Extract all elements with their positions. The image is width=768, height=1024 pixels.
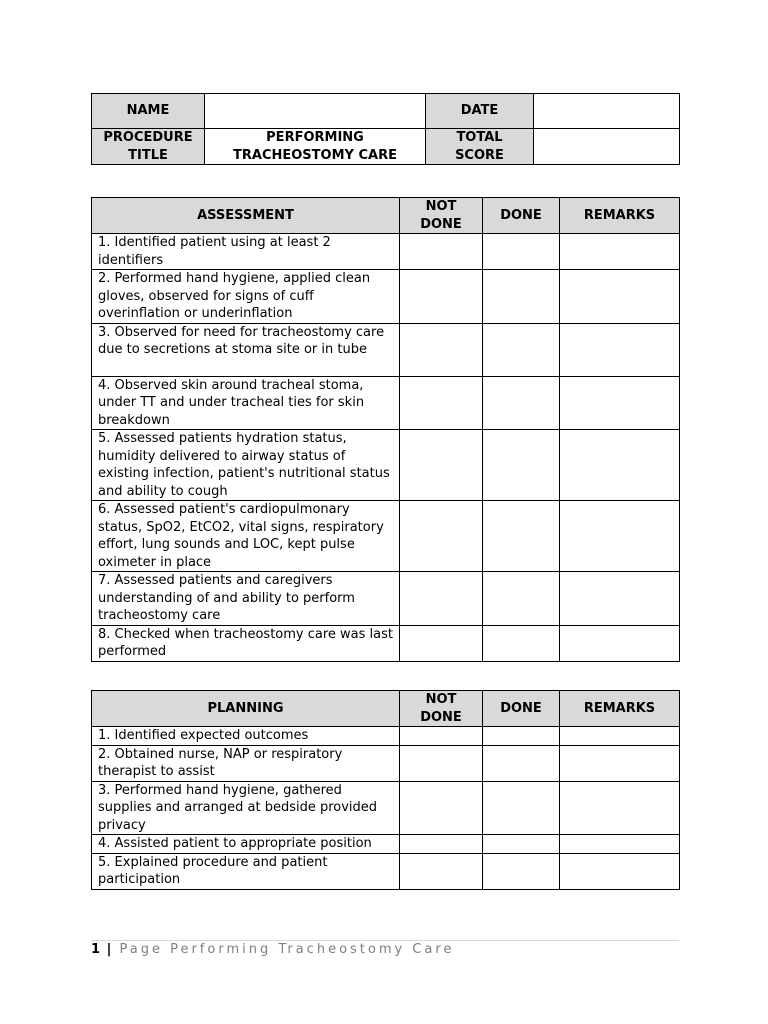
done-cell[interactable]: [483, 745, 560, 781]
date-label: DATE: [426, 94, 534, 129]
assessment-remarks-header: REMARKS: [560, 198, 680, 234]
done-cell[interactable]: [483, 430, 560, 501]
planning-done-header: DONE: [483, 691, 560, 727]
remarks-cell[interactable]: [560, 727, 680, 746]
name-value[interactable]: [205, 94, 426, 129]
page-number: 1 |: [91, 942, 113, 957]
remarks-cell[interactable]: [560, 234, 680, 270]
assessment-not-done-header: NOT DONE: [400, 198, 483, 234]
done-cell[interactable]: [483, 376, 560, 430]
assessment-step: 5. Assessed patients hydration status, humidity delivered to airway status of existing infection, patient's nutritional status and ability to cough: [92, 430, 400, 501]
total-score-value[interactable]: [534, 129, 680, 165]
planning-remarks-header: REMARKS: [560, 691, 680, 727]
planning-not-done-header: NOT DONE: [400, 691, 483, 727]
not-done-cell[interactable]: [400, 745, 483, 781]
remarks-cell[interactable]: [560, 625, 680, 661]
assessment-step: 8. Checked when tracheostomy care was last performed: [92, 625, 400, 661]
planning-step: 1. Identified expected outcomes: [92, 727, 400, 746]
remarks-cell[interactable]: [560, 835, 680, 854]
not-done-cell[interactable]: [400, 376, 483, 430]
done-cell[interactable]: [483, 625, 560, 661]
assessment-step: 2. Performed hand hygiene, applied clean gloves, observed for signs of cuff overinflation or underinflation: [92, 270, 400, 324]
assessment-step: 4. Observed skin around tracheal stoma, under TT and under tracheal ties for skin breakdown: [92, 376, 400, 430]
not-done-cell[interactable]: [400, 727, 483, 746]
remarks-cell[interactable]: [560, 270, 680, 324]
remarks-cell[interactable]: [560, 781, 680, 835]
done-cell[interactable]: [483, 572, 560, 626]
name-label: NAME: [92, 94, 205, 129]
assessment-step: 3. Observed for need for tracheostomy care due to secretions at stoma site or in tube: [92, 323, 400, 376]
assessment-header: ASSESSMENT: [92, 198, 400, 234]
assessment-table: [91, 197, 680, 662]
remarks-cell[interactable]: [560, 323, 680, 376]
assessment-step: 1. Identified patient using at least 2 identifiers: [92, 234, 400, 270]
remarks-cell[interactable]: [560, 572, 680, 626]
done-cell[interactable]: [483, 835, 560, 854]
not-done-cell[interactable]: [400, 234, 483, 270]
not-done-cell[interactable]: [400, 853, 483, 889]
page-footer: [91, 942, 454, 957]
not-done-cell[interactable]: [400, 781, 483, 835]
total-score-label: TOTAL SCORE: [426, 129, 534, 165]
date-value[interactable]: [534, 94, 680, 129]
not-done-cell[interactable]: [400, 625, 483, 661]
done-cell[interactable]: [483, 323, 560, 376]
planning-step: 5. Explained procedure and patient participation: [92, 853, 400, 889]
remarks-cell[interactable]: [560, 853, 680, 889]
not-done-cell[interactable]: [400, 501, 483, 572]
remarks-cell[interactable]: [560, 745, 680, 781]
remarks-cell[interactable]: [560, 501, 680, 572]
planning-step: 4. Assisted patient to appropriate position: [92, 835, 400, 854]
done-cell[interactable]: [483, 501, 560, 572]
procedure-info-table: [91, 93, 680, 165]
not-done-cell[interactable]: [400, 270, 483, 324]
not-done-cell[interactable]: [400, 835, 483, 854]
remarks-cell[interactable]: [560, 430, 680, 501]
remarks-cell[interactable]: [560, 376, 680, 430]
not-done-cell[interactable]: [400, 323, 483, 376]
procedure-title-label: PROCEDURE TITLE: [92, 129, 205, 165]
assessment-step: 7. Assessed patients and caregivers understanding of and ability to perform tracheostomy care: [92, 572, 400, 626]
not-done-cell[interactable]: [400, 572, 483, 626]
footer-divider: [91, 940, 679, 941]
planning-step: 3. Performed hand hygiene, gathered supplies and arranged at bedside provided privacy: [92, 781, 400, 835]
planning-header: PLANNING: [92, 691, 400, 727]
done-cell[interactable]: [483, 853, 560, 889]
done-cell[interactable]: [483, 727, 560, 746]
done-cell[interactable]: [483, 234, 560, 270]
assessment-step: 6. Assessed patient's cardiopulmonary status, SpO2, EtCO2, vital signs, respiratory effort, lung sounds and LOC, kept pulse oximeter in place: [92, 501, 400, 572]
assessment-done-header: DONE: [483, 198, 560, 234]
done-cell[interactable]: [483, 781, 560, 835]
procedure-title-value: PERFORMING TRACHEOSTOMY CARE: [205, 129, 426, 165]
planning-table: [91, 690, 680, 890]
planning-step: 2. Obtained nurse, NAP or respiratory therapist to assist: [92, 745, 400, 781]
not-done-cell[interactable]: [400, 430, 483, 501]
footer-text: Page Performing Tracheostomy Care: [119, 942, 455, 957]
done-cell[interactable]: [483, 270, 560, 324]
